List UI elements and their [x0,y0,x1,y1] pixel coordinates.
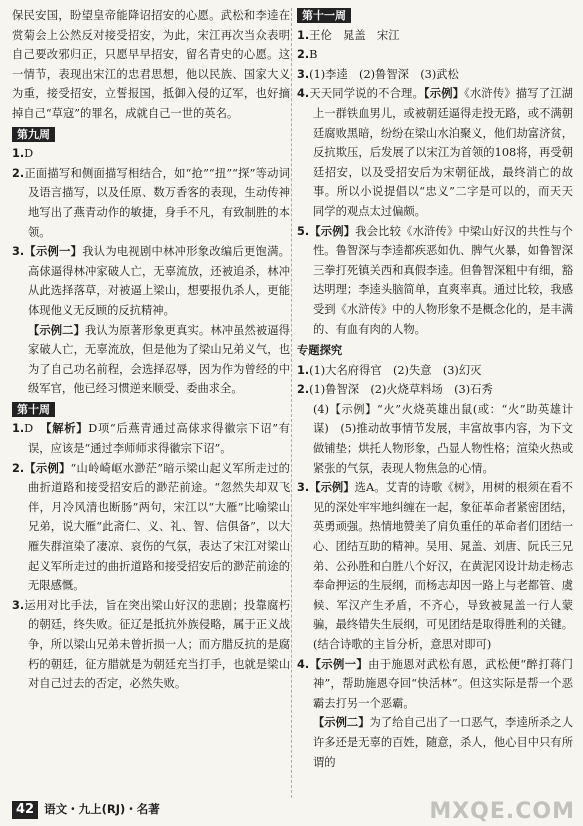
page-footer [12,800,160,820]
topic-answer-2: 2.(1)鲁智深 (2)火烧草料场 (3)石秀 [297,383,493,397]
topic-answer-3: 3.【示例】选A。艾青的诗歌《树》，用树的根须在看不见的深处牢牢地纠缠在一起，象征革命者紧密团结，英勇顽强。热情地赞美了肩负重任的革命者们团结一心、团结互助的精神。吴用、晁盖、刘唐、阮氏三兄弟、公孙胜和白胜八个好汉，在黄泥冈设计劫走杨志奉命押运的生辰纲，而杨志却因一路上与老都管、虞候、军汉产生矛盾，不齐心，导致被晁盖一行人蒙骗，最终错失生辰纲，可见团结是取得胜利的关键。(结合诗歌的主旨分析，意思对即可) [297,481,573,651]
page-number: 42 [12,801,38,819]
topic-answer-1: 1.(1)大名府得官 (2)失意 (3)幻灭 [297,363,482,377]
left-column [12,6,290,694]
week-9-heading: 第九周 [12,127,55,142]
right-column [297,6,573,772]
w11-answer-4: 4.天天同学说的不合理。【示例】《水浒传》描写了江湖上一群铁血男儿，或被朝廷逼得走投无路，或不满朝廷腐败黑暗，纷纷在梁山水泊聚义，他们劫富济贫，反抗欺压，后发展了以宋江为首领的108将，再受朝廷招安，以及受招安后为宋朝征战，最终消亡的故事。所以小说提倡以“忠义”二字是可以的，而天天同学的观点太过偏颇。 [297,87,573,218]
topic-heading: 专题探究 [297,344,343,358]
topic-answer-4: 4.【示例一】由于施恩对武松有恩，武松便“醉打蒋门神”，帮助施恩夺回“快活林”。但这实际是帮一个恶霸去打另一个恶霸。 [297,657,573,710]
book-title: 语文・九上(RJ)・名著 [44,802,160,817]
w9-answer-1: 1.D [12,147,34,161]
w9-answer-3-example-2: 【示例二】我认为原著形象更真实。林冲虽然被逼得家破人亡，无辜流放，但是他为了梁山兄弟义气，也为了自己功名前程，会选择忍辱，因为作为曾经的中级军官，他已经习惯逆来顺受、委曲求全。 [28,323,290,396]
week-10-heading: 第十周 [12,402,55,417]
w9-answer-3: 3.【示例一】我认为电视剧中林冲形象改编后更饱满。高俅逼得林冲家破人亡，无辜流放，还被追杀，林冲从此选择落草，对被逼上梁山，想要报仇杀人，更能体现他义无反顾的反抗精神。 [12,245,290,317]
w11-answer-3: 3.(1)李逵 (2)鲁智深 (3)武松 [297,67,459,81]
w9-answer-2: 2.正面描写和侧面描写相结合，如“抢”“扭”“探”等动词及语言描写，以及任原、数万香客的表现，生动传神地写出了燕青动作的敏捷，身手不凡，有致制胜的本领。 [12,166,290,239]
w10-answer-2: 2.【示例】“山岭崎岖水渺茫”暗示梁山起义军所走过的曲折道路和接受招安后的渺茫前途。“忽然失却双飞伴，月冷风清也断肠”两句，宋江以“大雁”比喻梁山兄弟，说大雁“此斋仁、义、礼、智、信俱备”，以大雁失群渲染了凄凉、哀伤的气氛，表达了宋江对梁山起义军所走过的曲折道路和接受招安后的渺茫前途的无限感慨。 [12,461,290,593]
intro-paragraph: 保民安国，盼望皇帝能降诏招安的心愿。武松和李逵在赏菊会上公然反对接受招安，为此，宋江再次当众表明自己要改邪归正，只愿早早招安，留名青史的心愿。这一情节，表现出宋江的忠君思想，他以民族、国家大义为重，接受招安，立誓报国，抵御入侵的辽军，也好摘掉自己“草寇”的罪名，成就自己一世的英名。 [12,9,290,120]
topic-answer-4-example-2: 【示例二】为了给自己出了一口恶气，李逵所杀之人许多还是无辜的百姓，随意，杀人，他心目中只有所谓的 [313,716,573,769]
week-11-heading: 第十一周 [297,8,351,23]
w10-answer-3: 3.运用对比手法，旨在突出梁山好汉的悲剧；投靠腐朽的朝廷，终失败。征辽是抵抗外族侵略，属于正义战争，所以梁山兄弟未曾折损一人；而方腊反抗的是腐朽的朝廷，征方腊就是为朝廷充当打手，也就是梁山对自己过去的否定，必然失败。 [12,598,290,691]
w11-answer-5: 5.【示例】我会比较《水浒传》中梁山好汉的共性与个性。鲁智深与李逵都疾恶如仇、脾气火暴，如鲁智深三拳打死镇关西和真假李逵。但鲁智深粗中有细，豁达明理；李逵头脑简单，直爽率真。通过比较，我感受到《水浒传》中的人物形象不是概念化的，是丰满的、有血有肉的人物。 [297,224,573,336]
column-divider [291,8,292,798]
w10-answer-1: 1.D 【解析】D项“后燕青通过高俅求得徽宗下诏”有误，应该是“通过李师师求得徽宗下诏”。 [12,422,290,456]
watermark-logo: MXQE.COM [429,799,575,825]
w11-answer-1: 1.王伦 晁盖 宋江 [297,28,400,42]
topic-answer-2-cont: (4)【示例】“火”火烧英雄出鼠(或：“火”助英雄计谋) (5)推动故事情节发展，丰富故事内容，为下文做铺垫；烘托人物形象，凸显人物性格；渲染火热或紧张的气氛，表现人物焦急的心情。 [313,402,573,475]
w11-answer-2: 2.B [297,48,318,62]
